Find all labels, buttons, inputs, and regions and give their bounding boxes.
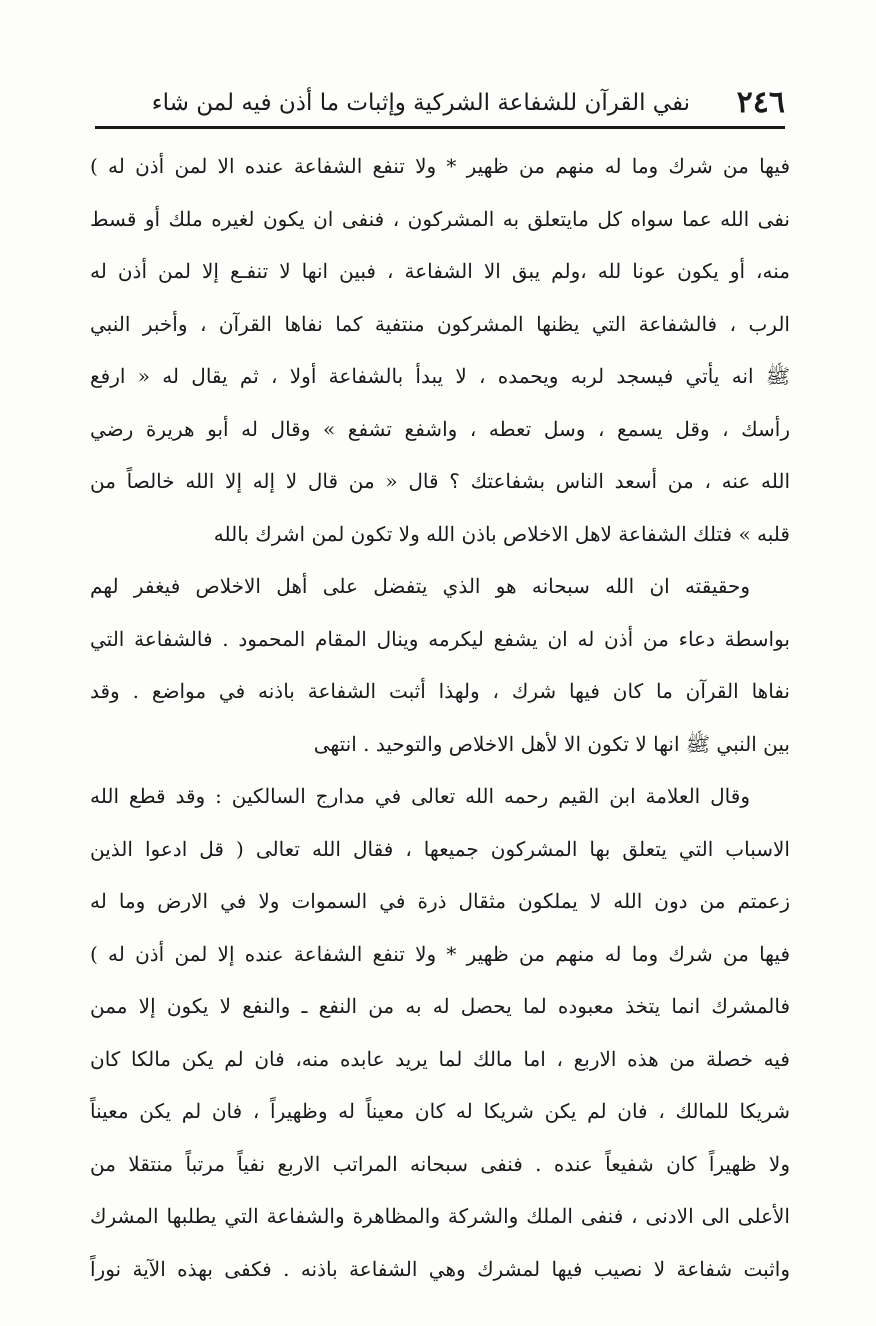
- text-line: فيه خصلة من هذه الاربع ، اما مالك لما يريد عابده منه، فان لم يكن مالكا كان: [90, 1046, 790, 1071]
- text-line: واثبت شفاعة لا نصيب فيها لمشرك وهي الشفاعة باذنه . فكفى بهذه الآية نوراً: [90, 1256, 790, 1281]
- header-rule: [95, 126, 785, 129]
- text-line: وقال العلامة ابن القيم رحمه الله تعالى في مدارج السالكين : وقد قطع الله: [90, 784, 750, 808]
- text-line: فيها من شرك وما له منهم من ظهير * ولا تنفع الشفاعة عنده الا لمن أذن له ): [90, 154, 790, 178]
- page-body: [90, 140, 790, 1295]
- text-line: زعمتم من دون الله لا يملكون مثقال ذرة في السموات ولا في الارض وما له: [90, 889, 790, 913]
- text-line: قلبه » فتلك الشفاعة لاهل الاخلاص باذن الله ولا تكون لمن اشرك بالله: [213, 521, 790, 546]
- text-line: وحقيقته ان الله سبحانه هو الذي يتفضل على أهل الاخلاص فيغفر لهم: [90, 574, 750, 598]
- text-line: الله عنه ، من أسعد الناس بشفاعتك ؟ قال « من قال لا إله إلا الله خالصاً من: [90, 469, 790, 493]
- text-line: ﷺ انه يأتي فيسجد لربه ويحمده ، لا يبدأ بالشفاعة أولا ، ثم يقال له « ارفع: [90, 364, 790, 388]
- text-line: رأسك ، وقل يسمع ، وسل تعطه ، واشفع تشفع » وقال له أبو هريرة رضي: [90, 416, 790, 441]
- text-line: نفاها القرآن ما كان فيها شرك ، ولهذا أثبت الشفاعة باذنه في مواضع . وقد: [90, 679, 790, 703]
- text-line: الأعلى الى الادنى ، فنفى الملك والشركة والمظاهرة والشفاعة التي يطلبها المشرك: [90, 1204, 790, 1228]
- page-number: ٢٤٦: [736, 85, 785, 120]
- text-line: الرب ، فالشفاعة التي يظنها المشركون منتفية كما نفاها القرآن ، وأخبر النبي: [90, 311, 790, 336]
- text-line: نفى الله عما سواه كل مايتعلق به المشركون ، فنفى ان يكون لغيره ملك أو قسط: [90, 206, 790, 231]
- text-line: فالمشرك انما يتخذ معبوده لما يحصل له به من النفع ـ والنفع لا يكون إلا ممن: [90, 994, 790, 1018]
- text-line: شريكا للمالك ، فان لم يكن شريكا له كان معيناً له وظهيراً ، فان لم يكن معيناً: [90, 1099, 790, 1123]
- text-line: بين النبي ﷺ انها لا تكون الا لأهل الاخلاص والتوحيد . انتهى: [313, 731, 790, 756]
- text-line: فيها من شرك وما له منهم من ظهير * ولا تنفع الشفاعة عنده إلا لمن أذن له ): [90, 941, 790, 966]
- running-title: نفي القرآن للشفاعة الشركية وإثبات ما أذن فيه لمن شاء: [151, 90, 690, 116]
- page-header: [95, 80, 785, 126]
- text-line: منه، أو يكون عونا لله ،ولم يبق الا الشفاعة ، فبين انها لا تنفـع إلا لمن أذن له: [90, 259, 790, 283]
- text-line: بواسطة دعاء من أذن له ان يشفع ليكرمه وينال المقام المحمود . فالشفاعة التي: [90, 626, 790, 651]
- text-line: ولا ظهيراً كان شفيعاً عنده . فنفى سبحانه المراتب الاربع نفياً مرتباً منتقلا من: [90, 1151, 790, 1176]
- text-line: الاسباب التي يتعلق بها المشركون جميعها ، فقال الله تعالى ( قل ادعوا الذين: [90, 836, 790, 861]
